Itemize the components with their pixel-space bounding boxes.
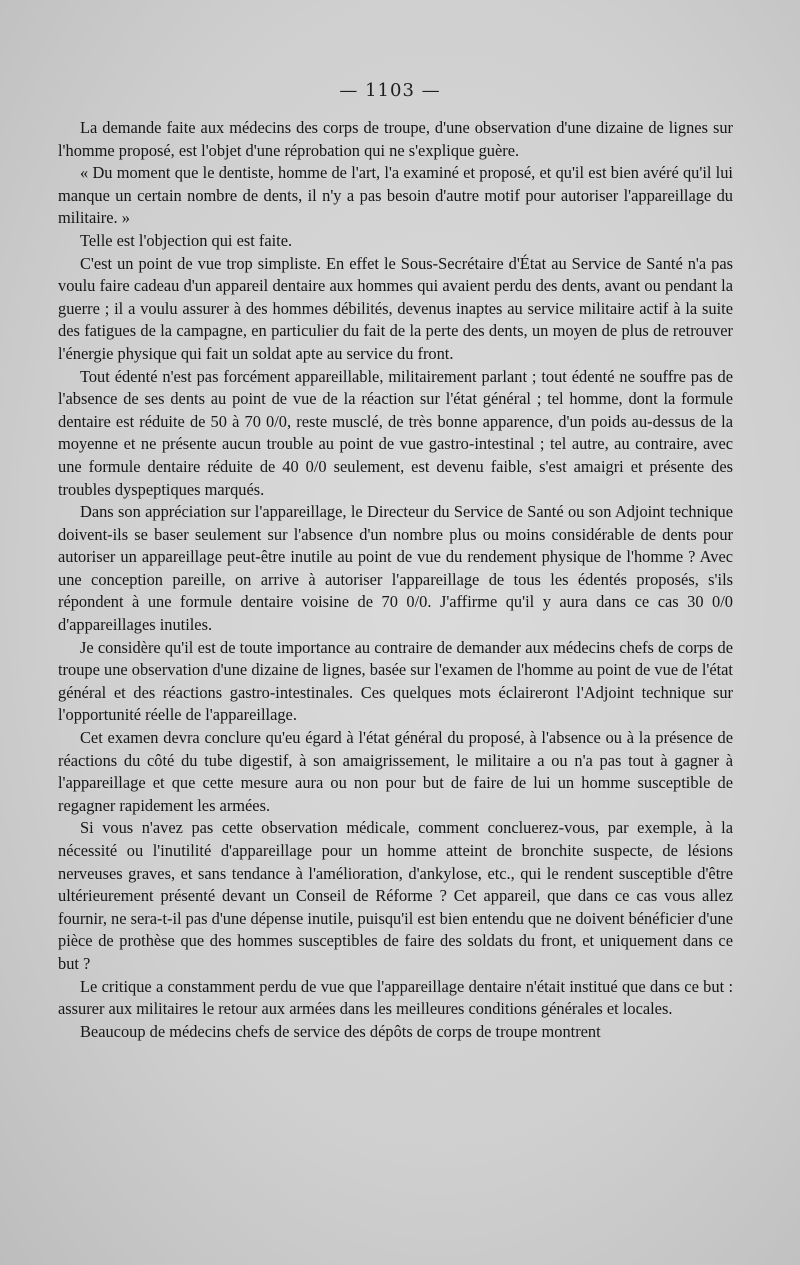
body-text bbox=[58, 117, 733, 1043]
paragraph: Si vous n'avez pas cette observation médicale, comment concluerez-vous, par exemple, à la nécessité ou l'inutilité d'appareillage pour un homme atteint de bronchite suspecte, de lésions nerveuses graves, et sans tendance à l'amélioration, d'ankylose, etc., qui le rendent susceptible d'être ultérieurement présenté devant un Conseil de Réforme ? Cet appareil, que dans ce cas vous allez fournir, ne sera-t-il pas d'une dépense inutile, puisqu'il est bien entendu que ne doivent bénéficier d'une pièce de prothèse que des hommes susceptibles de faire des soldats du front, et uniquement dans ce but ? bbox=[58, 818, 734, 973]
page-number: — 1103 — bbox=[339, 80, 441, 101]
paragraph: Cet examen devra conclure qu'eu égard à l'état général du proposé, à l'absence ou à la présence de réactions du côté du tube digestif, à son amaigrissement, le militaire a ou n'a pas tout à gagner à l'appareillage et que cette mesure aura ou non pour but de faire de lui un homme susceptible de regagner rapidement les armées. bbox=[58, 728, 733, 815]
paragraph: C'est un point de vue trop simpliste. En effet le Sous-Secrétaire d'État au Service de Santé n'a pas voulu faire cadeau d'un appareil dentaire aux hommes qui avaient perdu des dents, avant ou pendant la guerre ; il a voulu assurer à des hommes débilités, devenus inaptes au service militaire actif à la suite des fatigues de la campagne, en particulier du fait de la perte des dents, un moyen de plus de retrouver l'énergie physique qui fait un soldat apte au service du front. bbox=[58, 253, 733, 363]
paragraph: Telle est l'objection qui est faite. bbox=[80, 230, 293, 250]
paragraph: « Du moment que le dentiste, homme de l'art, l'a examiné et proposé, et qu'il est bien avéré qu'il lui manque un certain nombre de dents, il n'y a pas besoin d'autre motif pour autoriser l'appareillage du militaire. » bbox=[58, 163, 733, 228]
paragraph: La demande faite aux médecins des corps de troupe, d'une observation d'une dizaine de lignes sur l'homme proposé, est l'objet d'une réprobation qui ne s'explique guère. bbox=[58, 118, 733, 160]
paragraph: Tout édenté n'est pas forcément appareillable, militairement parlant ; tout édenté ne souffre pas de l'absence de ses dents au point de vue de la réaction sur l'état général ; tel homme, dont la formule dentaire est réduite de 50 à 70 0/0, reste musclé, de très bonne apparence, d'un poids au-dessus de la moyenne et ne présente aucun trouble au point de vue gastro-intestinal ; tel autre, au contraire, avec une formule dentaire réduite de 40 0/0 seulement, est devenu faible, s'est amaigri et présente des troubles dyspeptiques marqués. bbox=[58, 366, 733, 499]
paragraph: Le critique a constamment perdu de vue que l'appareillage dentaire n'était institué que dans ce but : assurer aux militaires le retour aux armées dans les meilleures conditions générales et locales. bbox=[58, 976, 733, 1019]
paragraph: Beaucoup de médecins chefs de service des dépôts de corps de troupe montrent bbox=[80, 1021, 601, 1041]
paragraph: Je considère qu'il est de toute importance au contraire de demander aux médecins chefs de corps de troupe une observation d'une dizaine de lignes, basée sur l'examen de l'homme au point de vue de l'état général et des réactions gastro-intestinales. Ces quelques mots éclaireront l'Adjoint technique sur l'opportunité réelle de l'appareillage. bbox=[58, 637, 733, 725]
paragraph: Dans son appréciation sur l'appareillage, le Directeur du Service de Santé ou son Adjoint technique doivent-ils se baser seulement sur l'absence d'un nombre plus ou moins considérable de dents pour autoriser un appareillage peut-être inutile au point de vue du rendement physique de l'homme ? Avec une conception pareille, on arrive à autoriser l'appareillage de tous les édentés proposés, s'ils répondent à une formule dentaire voisine de 70 0/0. J'affirme qu'il y aura dans ce cas 30 0/0 d'appareillages inutiles. bbox=[58, 502, 733, 635]
